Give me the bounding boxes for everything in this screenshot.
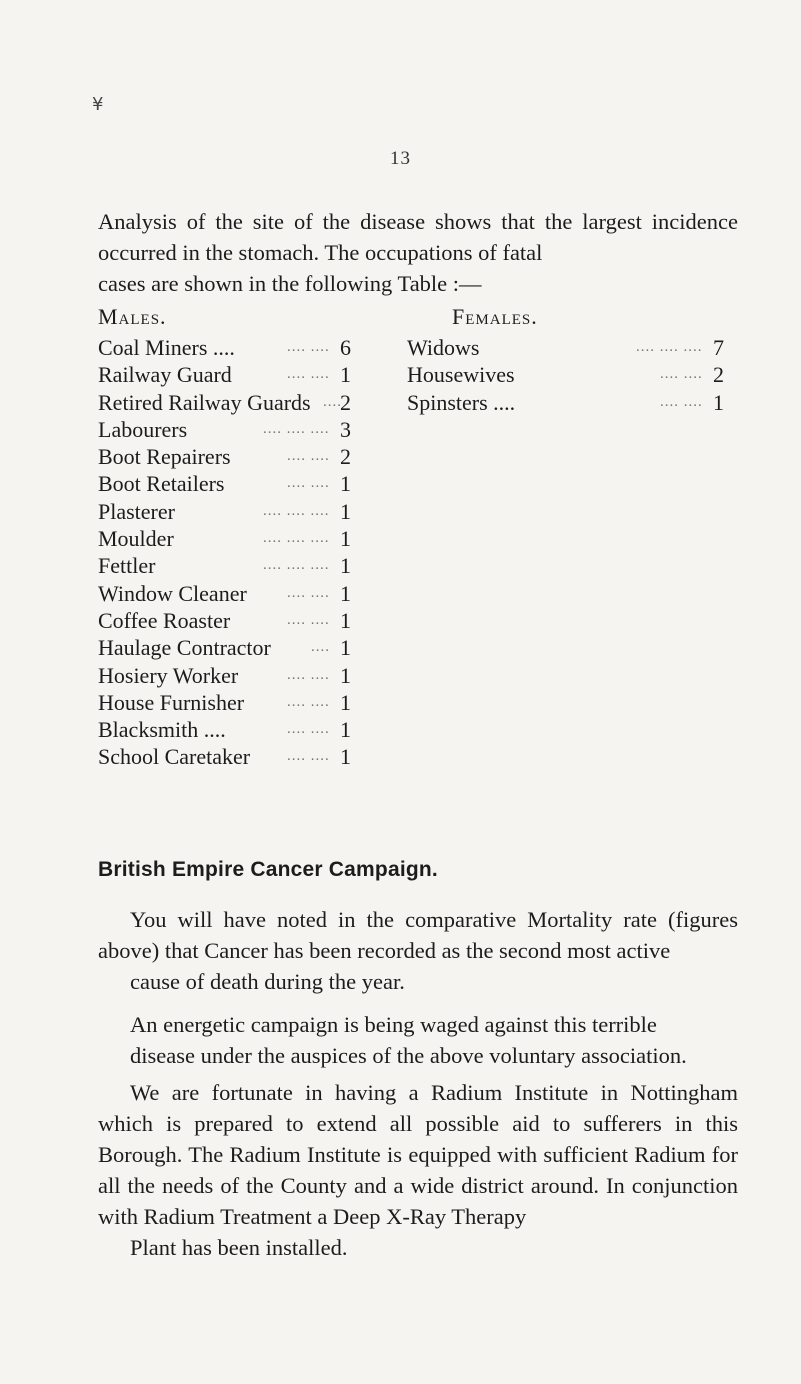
leader-dots: .... .... [287, 666, 330, 683]
occupation-name: Boot Repairers [98, 444, 231, 470]
male-occupation-row [98, 662, 351, 689]
leader-dots: .... .... [287, 748, 330, 765]
leader-dots: .... .... .... [263, 557, 330, 574]
corner-mark: ¥ [92, 94, 104, 115]
female-occupation-row [402, 334, 724, 361]
male-occupation-row [98, 334, 351, 361]
occupation-count: 1 [340, 607, 351, 633]
leader-dots: .... .... [660, 366, 703, 383]
intro-paragraph-last-line: cases are shown in the following Table :— [98, 271, 482, 296]
occupation-count: 1 [340, 526, 351, 552]
occupation-name: School Caretaker [98, 744, 251, 770]
leader-dots: .... .... [287, 366, 330, 383]
occupation-name: Retired Railway Guards [98, 389, 311, 415]
female-occupation-row [402, 361, 724, 388]
campaign-paragraph-1-text: You will have noted in the comparative Mortality rate (figures above) that Cancer has been recorded as the second most active [98, 907, 738, 963]
intro-paragraph-text: Analysis of the site of the disease shows that the largest incidence occurred in the stomach. The occupations of fatal [98, 209, 738, 265]
occupation-name: Boot Retailers [98, 471, 225, 497]
occupation-count: 1 [340, 498, 351, 524]
leader-dots: .... .... .... [263, 420, 330, 437]
male-occupation-row [98, 743, 351, 770]
leader-dots: .... .... [287, 693, 330, 710]
male-occupation-row [98, 498, 351, 525]
campaign-paragraph-2-text: An energetic campaign is being waged against this terrible [130, 1012, 657, 1037]
male-occupation-row [98, 634, 351, 661]
page-number: 13 [390, 148, 411, 169]
occupation-name: Widows [407, 335, 480, 360]
occupation-name: Labourers [98, 416, 188, 442]
occupation-count: 3 [340, 416, 351, 442]
occupation-name: Blacksmith .... [98, 717, 226, 743]
occupation-count: 7 [713, 335, 724, 360]
occupation-count: 1 [340, 689, 351, 715]
females-occupation-list [402, 334, 724, 416]
occupation-name: Spinsters .... [407, 389, 516, 415]
occupation-count: 1 [340, 471, 351, 497]
occupation-name: House Furnisher [98, 689, 245, 715]
male-occupation-row [98, 525, 351, 552]
male-occupation-row [98, 716, 351, 743]
leader-dots: .... .... .... [263, 530, 330, 547]
occupation-count: 1 [340, 553, 351, 579]
male-occupation-row [98, 470, 351, 497]
leader-dots: .... .... [287, 339, 330, 355]
occupation-name: Housewives [407, 362, 515, 388]
leader-dots: .... .... [287, 448, 330, 465]
occupation-name: Window Cleaner [98, 580, 247, 606]
male-occupation-row [98, 689, 351, 716]
leader-dots: .... .... [287, 721, 330, 738]
leader-dots: .... .... [287, 611, 330, 628]
females-column-title: Females. [452, 304, 538, 329]
male-occupation-row [98, 607, 351, 634]
occupation-count: 1 [340, 635, 351, 661]
male-occupation-row [98, 361, 351, 388]
section-heading: British Empire Cancer Campaign. [98, 858, 438, 881]
occupation-name: Railway Guard [98, 362, 232, 388]
male-occupation-row [98, 580, 351, 607]
males-occupation-list [98, 334, 351, 771]
occupation-count: 2 [340, 389, 351, 415]
male-occupation-row [98, 389, 351, 416]
occupation-name: Fettler [98, 553, 156, 579]
leader-dots: .... .... .... [636, 339, 703, 355]
campaign-paragraph-3-text: We are fortunate in having a Radium Institute in Nottingham which is prepared to extend all possible aid to sufferers in this Borough. The Radium Institute is equipped with sufficient Radium for all the needs of the County and a wide district around. In conjunction with Radium Treatment a Deep X-Ray Therapy [98, 1080, 738, 1229]
leader-dots: .... [323, 393, 342, 410]
occupation-name: Moulder [98, 526, 174, 552]
occupation-count: 2 [713, 362, 724, 388]
occupation-count: 1 [340, 580, 351, 606]
occupation-name: Coffee Roaster [98, 607, 231, 633]
occupation-name: Hosiery Worker [98, 662, 239, 688]
campaign-paragraph-3 [98, 1077, 738, 1263]
leader-dots: .... .... .... [263, 502, 330, 519]
campaign-paragraph-1-last-line: cause of death during the year. [130, 969, 405, 994]
leader-dots: .... .... [287, 475, 330, 492]
occupation-count: 1 [340, 362, 351, 388]
leader-dots: .... [311, 639, 330, 656]
campaign-paragraph-2-last-line: disease under the auspices of the above voluntary association. [130, 1043, 687, 1068]
leader-dots: .... .... [287, 584, 330, 601]
males-column-title: Males. [98, 304, 167, 329]
male-occupation-row [98, 443, 351, 470]
occupation-count: 1 [340, 717, 351, 743]
female-occupation-row [402, 389, 724, 416]
occupation-count: 1 [340, 744, 351, 770]
occupation-name: Plasterer [98, 498, 175, 524]
occupation-name: Haulage Contractor [98, 635, 271, 661]
occupation-count: 1 [340, 662, 351, 688]
male-occupation-row [98, 552, 351, 579]
occupation-count: 1 [713, 389, 724, 415]
occupation-count: 6 [340, 335, 351, 360]
leader-dots: .... .... [660, 393, 703, 410]
campaign-paragraph-3-last-line: Plant has been installed. [130, 1235, 348, 1260]
male-occupation-row [98, 416, 351, 443]
occupation-name: Coal Miners .... [98, 335, 235, 360]
campaign-paragraph-2 [98, 1009, 738, 1071]
occupation-count: 2 [340, 444, 351, 470]
campaign-paragraph-1 [98, 904, 738, 997]
intro-paragraph [98, 206, 738, 299]
